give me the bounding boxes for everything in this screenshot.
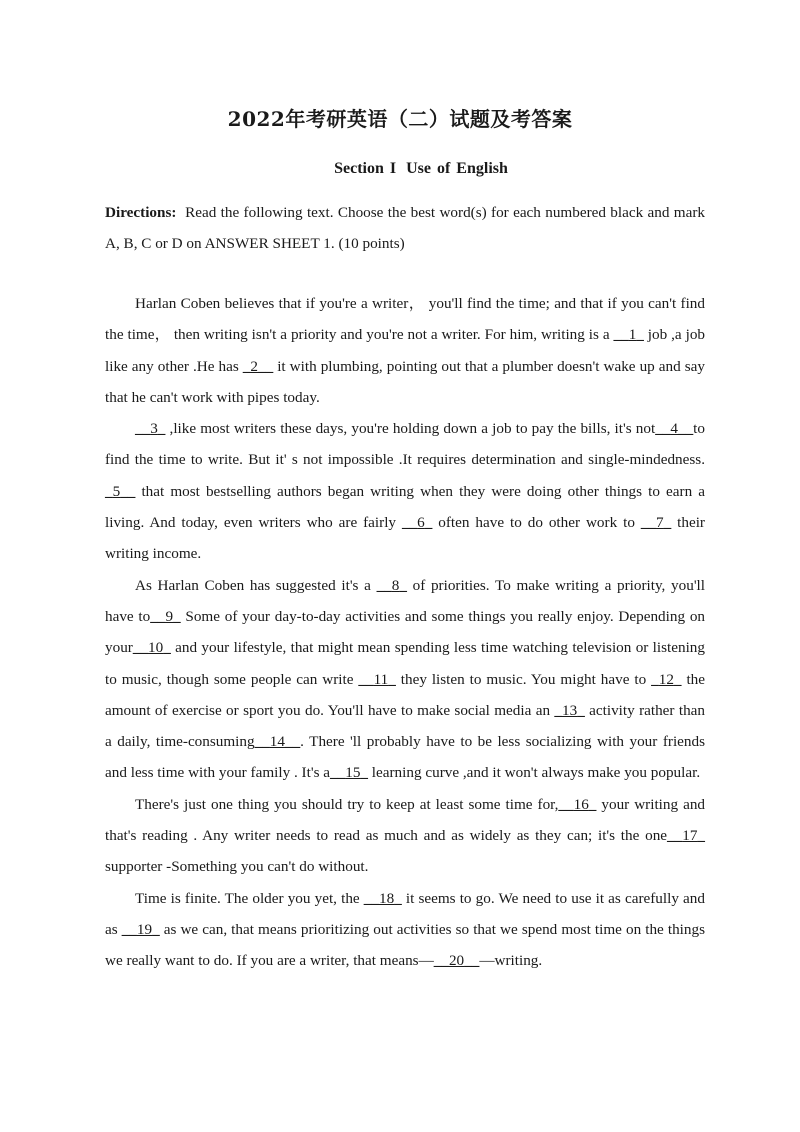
blank-2: _2__	[242, 357, 274, 375]
blank-20: __20__	[433, 952, 480, 970]
paragraph-text: of priorities. To make writing a priority, you'll have to	[105, 576, 705, 625]
paragraph-text: it with plumbing, pointing out that a plumber doesn't wake up and say that he can't work with pipes today.	[105, 357, 705, 406]
blank-12: _12_	[651, 670, 682, 688]
blank-4: __4__	[655, 420, 694, 438]
paragraph-text: their writing income.	[105, 514, 705, 563]
paragraph-text: . There 'll probably have to be less socializing with your friends and less time with your family . It's a	[105, 733, 705, 782]
paragraph-text: learning curve ,and it won't always make you popular.	[368, 764, 701, 782]
paragraph-text: often have to do other work to	[432, 514, 641, 532]
blank-9: __9_	[150, 607, 181, 625]
section-label: Section I	[334, 160, 397, 177]
paragraph-text: There's just one thing you should try to keep at least some time for,	[135, 795, 559, 813]
directions	[105, 197, 705, 260]
paragraph-text: supporter -Something you can't do without.	[105, 858, 369, 876]
paragraph-text: it seems to go. We need to use it as carefully and as	[105, 889, 705, 938]
paragraph-text: Harlan Coben believes that if you're a writer， you'll find the time; and that if you can't find the time， then writing isn't a priority and you're not a writer. For him, writing is a	[105, 295, 705, 344]
paragraph-text: activity rather than a daily, time-consuming	[105, 701, 705, 751]
paragraph-text: and your lifestyle, that might mean spending less time watching television or listening to music, though some people can write	[105, 639, 705, 688]
blank-15: __15_	[330, 764, 368, 782]
paragraph-text: Some of your day-to-day activities and some things you really enjoy. Depending on your	[105, 607, 706, 657]
paragraph-text: Time is finite. The older you yet, the	[135, 889, 364, 907]
blank-3: __3_	[135, 420, 166, 438]
section-name: Use of English	[406, 160, 508, 177]
paragraph-text: job ,a job like any other .He has	[105, 326, 706, 375]
blank-16: __16_	[558, 795, 597, 813]
blank-13: _13_	[554, 701, 585, 719]
blank-5: _5__	[105, 482, 136, 500]
paragraph-text: as we can, that means prioritizing out activities so that we spend most time on the things we really want to do. If you are a writer, that means—	[105, 920, 705, 970]
directions-text: Read the following text. Choose the best word(s) for each numbered black and mark A, B, C or D on ANSWER SHEET 1. (10 points)	[105, 204, 705, 253]
blank-10: __10_	[132, 639, 171, 657]
paragraph-4	[105, 789, 705, 883]
blank-6: __6_	[401, 514, 433, 532]
paragraph-text: they listen to music. You might have to	[395, 670, 652, 688]
blank-14: __14__	[254, 733, 301, 751]
paragraph-5	[105, 883, 705, 977]
blank-1: __1_	[613, 326, 644, 344]
paragraph-text: that most bestselling authors began writing when they were doing other things to earn a living. And today, even writers who are fairly	[105, 482, 705, 532]
paragraph-text: As Harlan Coben has suggested it's a	[135, 576, 377, 594]
cloze-passage	[105, 288, 705, 977]
paragraph-1	[105, 288, 705, 413]
page-title: 2022年考研英语（二）试题及考答案	[227, 107, 573, 131]
paragraph-text: —writing.	[479, 952, 543, 970]
blank-17: __17_	[667, 827, 705, 845]
blank-11: __11_	[358, 670, 396, 688]
paragraph-text: the amount of exercise or sport you do. You'll have to make social media an	[105, 670, 706, 719]
blank-19: __19_	[121, 920, 160, 938]
paragraph-text: to find the time to write. But it' s not impossible .It requires determination and single-mindedness.	[105, 420, 705, 469]
paragraph-text: ,like most writers these days, you're holding down a job to pay the bills, it's not	[165, 420, 656, 438]
blank-18: __18_	[363, 889, 402, 907]
blank-7: __7_	[640, 514, 672, 532]
section-heading	[0, 160, 800, 178]
blank-8: __8_	[376, 576, 407, 594]
paragraph-text: your writing and that's reading . Any writer needs to read as much and as widely as they can; it's the one	[105, 795, 706, 845]
paragraph-2	[105, 413, 705, 569]
directions-label: Directions:	[105, 204, 177, 221]
paragraph-3	[105, 570, 705, 789]
